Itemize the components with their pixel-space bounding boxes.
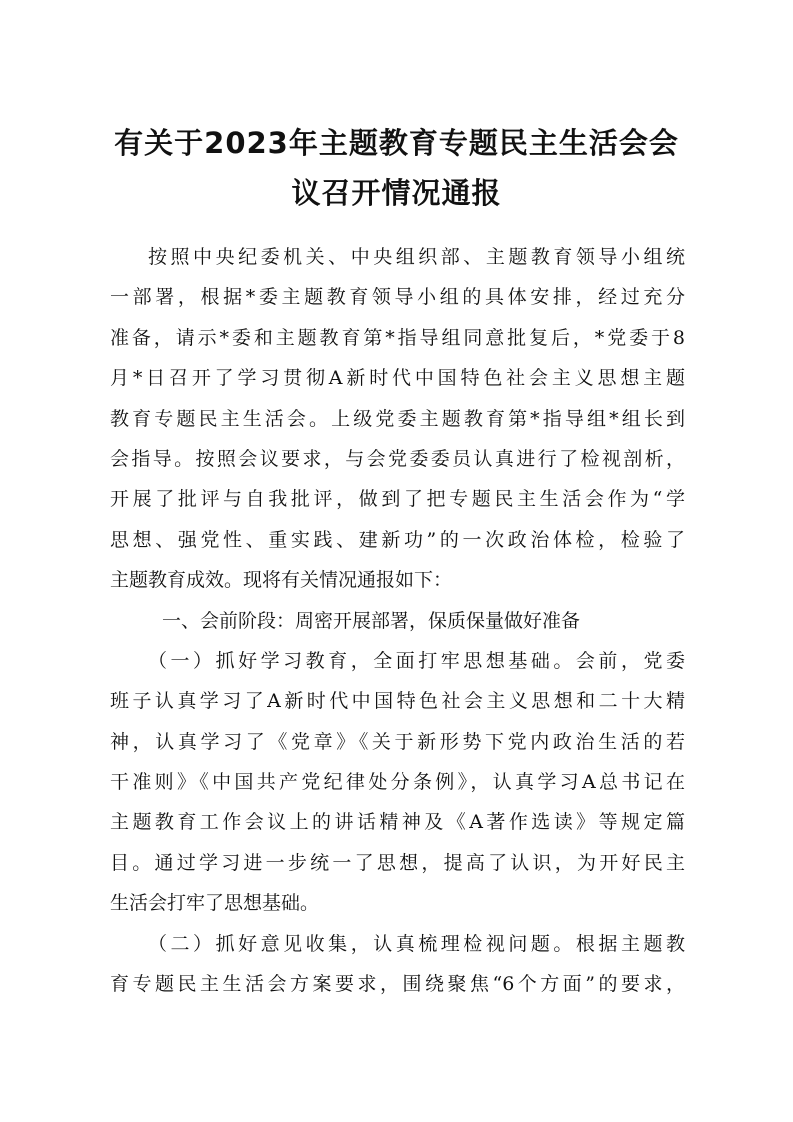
text-line: 干准则》《中国共产党纪律处分条例》，认真学习A总书记在 xyxy=(110,771,685,794)
subsection-one-paragraph xyxy=(110,641,685,924)
text-line: 思想、强党性、重实践、建新功”的一次政治体检，检验了 xyxy=(110,528,685,551)
title-line: 有关于2023年主题教育专题民主生活会会 xyxy=(114,126,679,160)
section-heading: 一、会前阶段：周密开展部署，保质保量做好准备 xyxy=(162,609,581,632)
text-line: （二）抓好意见收集，认真梳理检视问题。根据主题教 xyxy=(148,932,685,955)
text-line: 开展了批评与自我批评，做到了把专题民主生活会作为“学 xyxy=(110,488,685,511)
text-line: 一部署，根据*委主题教育领导小组的具体安排，经过充分 xyxy=(110,286,685,309)
section-one-heading xyxy=(110,601,685,641)
text-line: 育专题民主生活会方案要求，围绕聚焦“6个方面”的要求， xyxy=(110,973,685,996)
title-line: 议召开情况通报 xyxy=(291,176,502,210)
text-line: 班子认真学习了A新时代中国特色社会主义思想和二十大精 xyxy=(110,690,685,713)
text-line: 月*日召开了学习贯彻A新时代中国特色社会主义思想主题 xyxy=(110,367,685,390)
text-line: 教育专题民主生活会。上级党委主题教育第*指导组*组长到 xyxy=(110,407,685,430)
text-line: 神，认真学习了《党章》《关于新形势下党内政治生活的若 xyxy=(110,730,685,753)
subsection-two-paragraph xyxy=(110,924,685,1005)
text-line: 准备，请示*委和主题教育第*指导组同意批复后，*党委于8 xyxy=(110,326,685,349)
document-body xyxy=(110,237,685,1004)
text-line: 按照中央纪委机关、中央组织部、主题教育领导小组统 xyxy=(148,246,685,268)
text-line: 会指导。按照会议要求，与会党委委员认真进行了检视剖析， xyxy=(110,447,685,470)
text-line: 目。通过学习进一步统一了思想，提高了认识，为开好民主 xyxy=(110,851,685,874)
text-line: 主题教育工作会议上的讲话精神及《A著作选读》等规定篇 xyxy=(110,811,685,834)
text-line: 主题教育成效。现将有关情况通报如下： xyxy=(110,569,453,592)
document-title xyxy=(110,118,683,218)
text-line: 生活会打牢了思想基础。 xyxy=(110,892,320,915)
text-line: （一）抓好学习教育，全面打牢思想基础。会前，党委 xyxy=(148,649,685,672)
intro-paragraph xyxy=(110,237,685,601)
